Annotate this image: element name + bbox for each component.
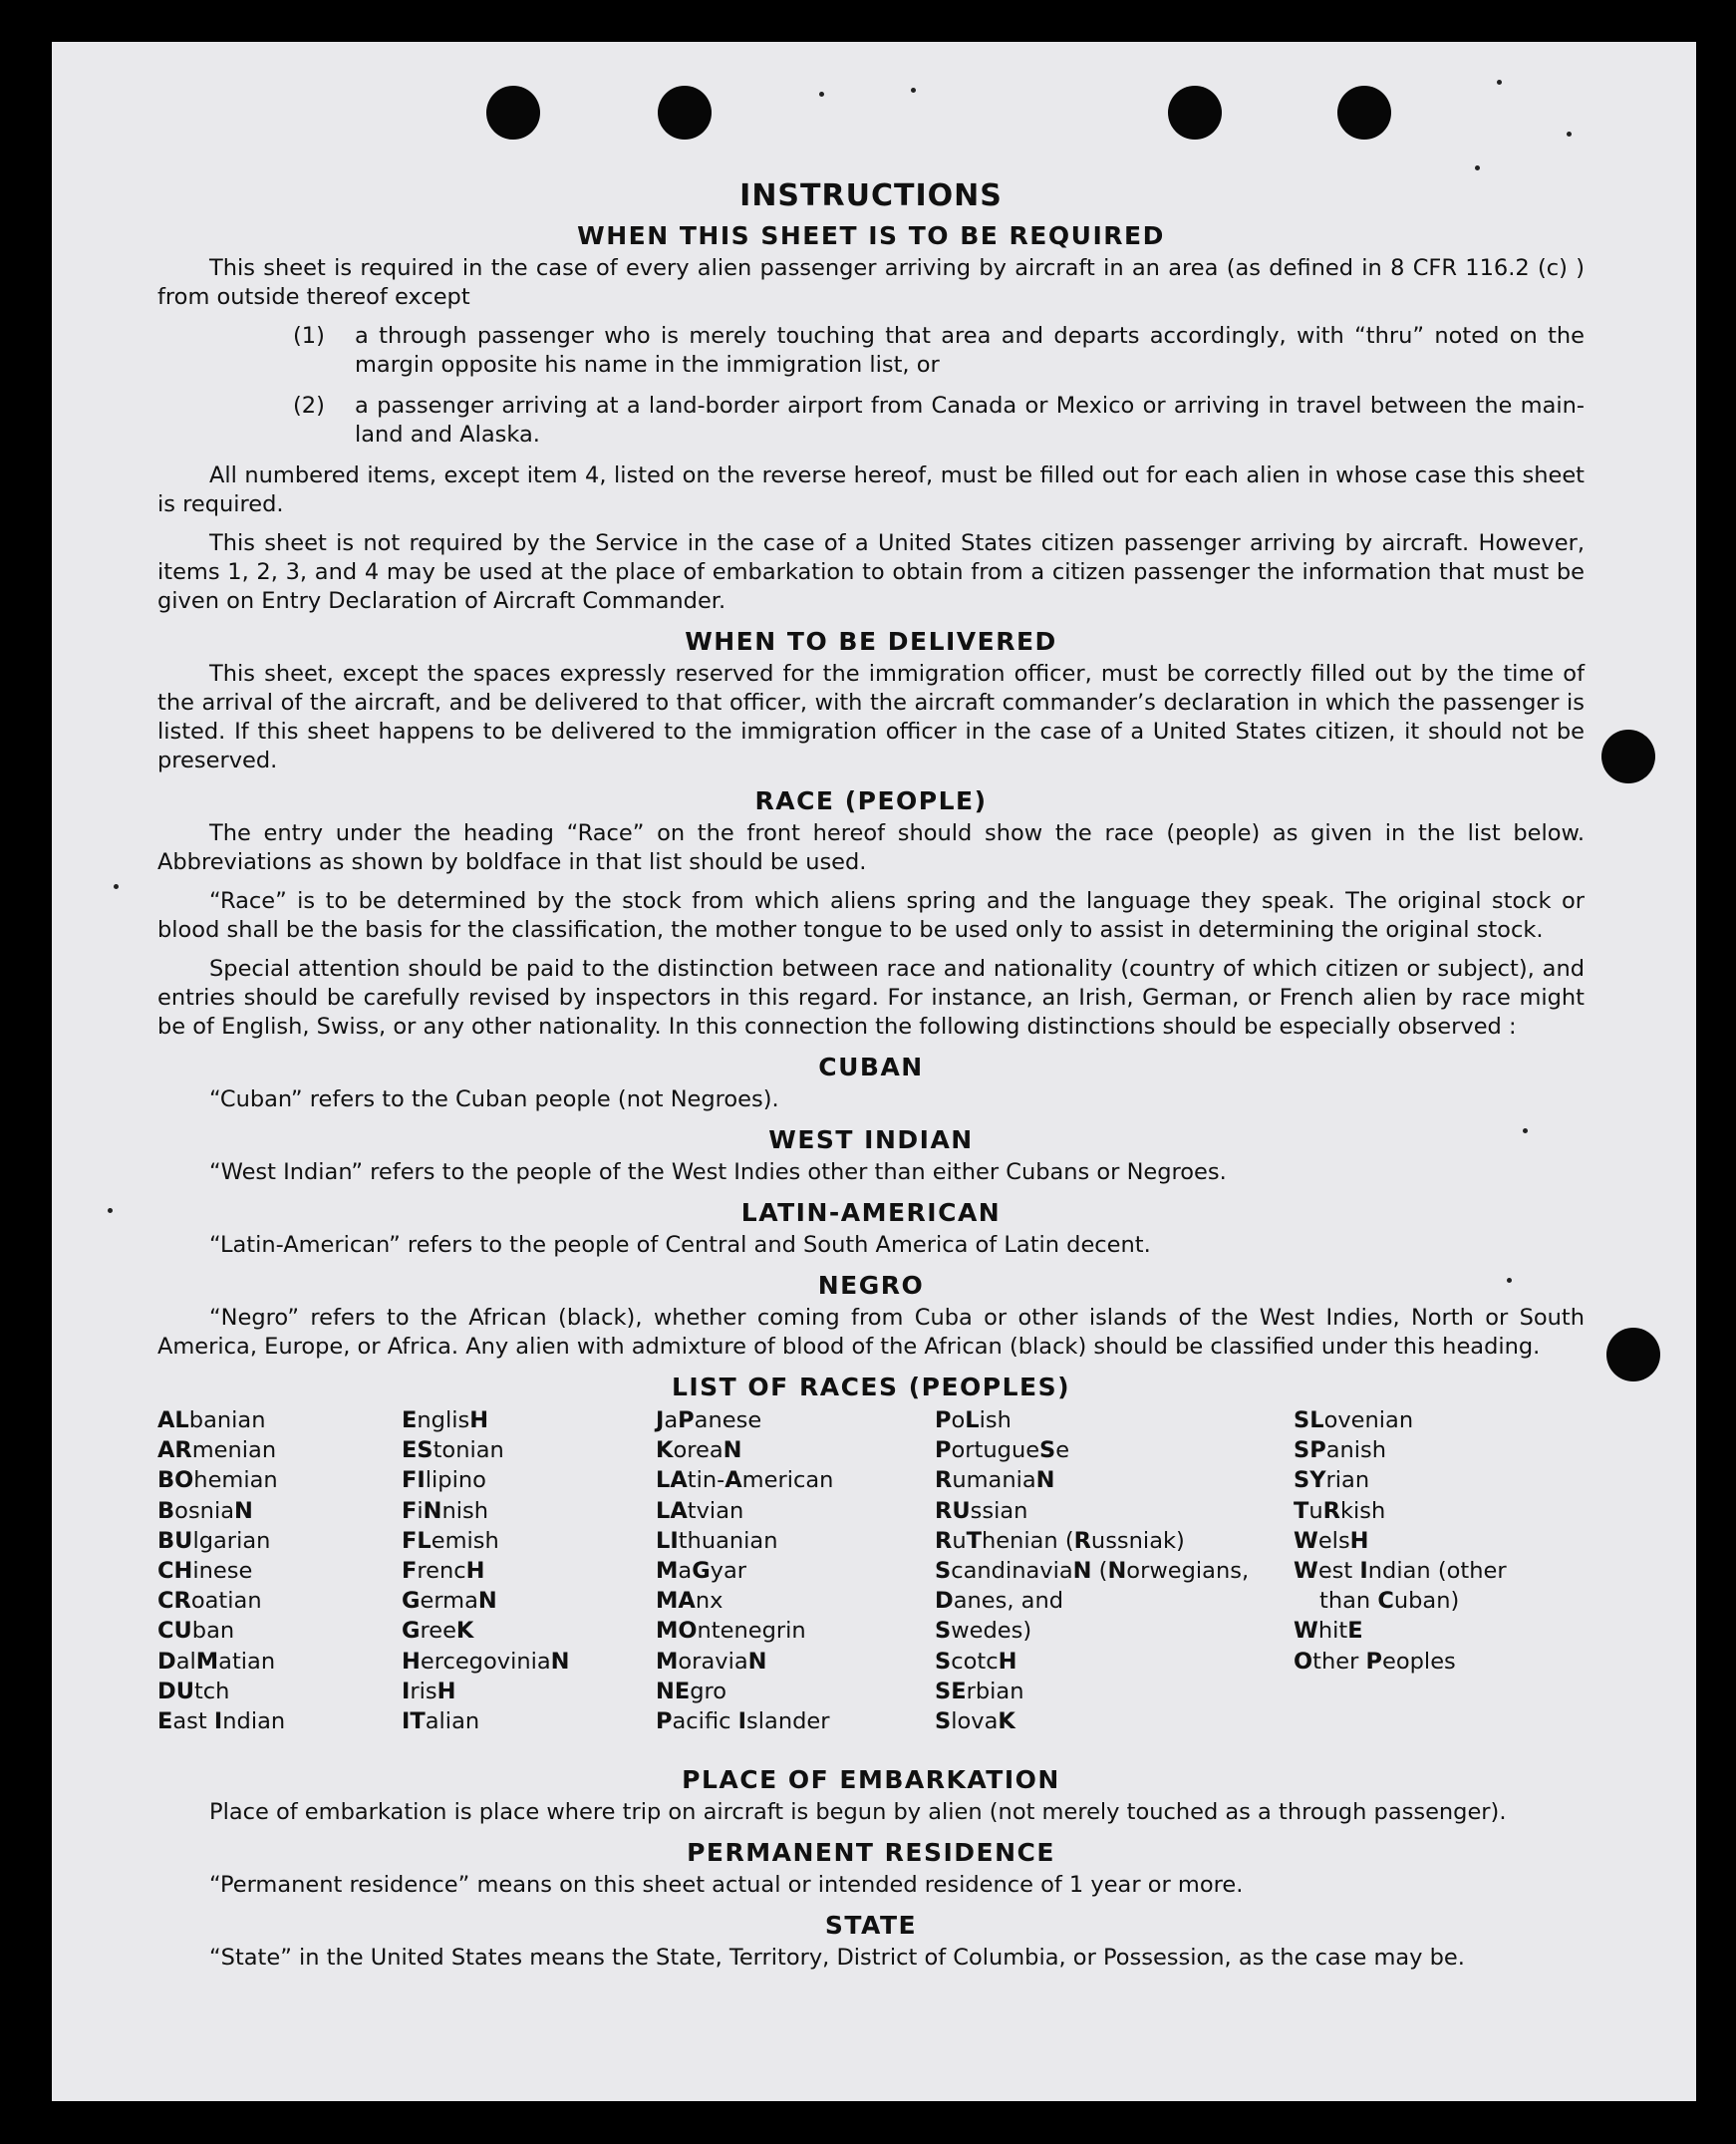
heading-list-of-races: LIST OF RACES (PEOPLES) bbox=[671, 1373, 1071, 1401]
race-entry: EnglisH bbox=[402, 1407, 489, 1433]
race-entry: ITalian bbox=[402, 1708, 480, 1735]
race-entry: MOntenegrin bbox=[656, 1618, 806, 1645]
race-entry: RUssian bbox=[935, 1497, 1028, 1524]
heading-state: STATE bbox=[824, 1911, 918, 1940]
heading-place-of-embarkation: PLACE OF EMBARKATION bbox=[682, 1765, 1060, 1794]
race-entry: DUtch bbox=[157, 1678, 230, 1704]
speck bbox=[114, 884, 119, 889]
race-entry: BOhemian bbox=[157, 1467, 278, 1494]
race-entry: CRoatian bbox=[157, 1588, 262, 1615]
race-entry: BUlgarian bbox=[157, 1527, 271, 1554]
race-entry: CUban bbox=[157, 1618, 235, 1645]
race-entry: SYrian bbox=[1294, 1467, 1370, 1494]
race-entry: MAnx bbox=[656, 1588, 723, 1615]
instructions-content bbox=[157, 178, 1585, 1983]
race-entry: KoreaN bbox=[656, 1437, 742, 1464]
punch-hole bbox=[1606, 1328, 1660, 1381]
race-entry: ScotcH bbox=[935, 1648, 1017, 1675]
punch-hole bbox=[1601, 730, 1655, 783]
speck bbox=[108, 1208, 113, 1213]
page-title: INSTRUCTIONS bbox=[739, 178, 1003, 213]
race-entry: NEgro bbox=[656, 1678, 727, 1704]
race-entry: LAtin-American bbox=[656, 1467, 834, 1494]
exception-item bbox=[293, 322, 1585, 380]
race-entry: HercegoviniaN bbox=[402, 1648, 570, 1675]
race-entry: EStonian bbox=[402, 1437, 504, 1464]
race-entry: SPanish bbox=[1294, 1437, 1387, 1464]
races-column bbox=[402, 1405, 570, 1736]
punch-hole bbox=[658, 86, 712, 140]
race-entry: PoLish bbox=[935, 1407, 1012, 1433]
race-entry: MoraviaN bbox=[656, 1648, 767, 1675]
races-list bbox=[157, 1405, 1585, 1756]
race-entry: ScandinaviaN (Norwegians, bbox=[935, 1558, 1250, 1585]
required-paragraph: This sheet is not required by the Service in the case of a United States citizen passenger arriving by aircraft. However, items 1, 2, 3, and 4 may be used at the place of embarkation to obtain from a citizen passenger the information that must be given on Entry Declaration of Aircraft Commander. bbox=[157, 530, 1585, 614]
state-paragraph: “State” in the United States means the State, Territory, District of Columbia, or Possession, as the case may be. bbox=[209, 1945, 1465, 1971]
heading-when-required: WHEN THIS SHEET IS TO BE REQUIRED bbox=[577, 221, 1165, 250]
required-paragraph: All numbered items, except item 4, listed on the reverse hereof, must be filled out for each alien in whose case this sheet is required. bbox=[157, 462, 1585, 517]
negro-paragraph: “Negro” refers to the African (black), whether coming from Cuba or other islands of the West Indies, North or South America, Europe, or Africa. Any alien with admixture of blood of the African (black) should be classified under this heading. bbox=[157, 1305, 1585, 1360]
race-entry: FIlipino bbox=[402, 1467, 486, 1494]
item-text: a passenger arriving at a land-border airport from Canada or Mexico or arriving in travel between the main-land and Alaska. bbox=[355, 393, 1585, 448]
race-entry: FLemish bbox=[402, 1527, 499, 1554]
race-entry: SErbian bbox=[935, 1678, 1024, 1704]
race-entry: BosniaN bbox=[157, 1497, 253, 1524]
heading-west-indian: WEST INDIAN bbox=[768, 1125, 974, 1154]
race-entry: MaGyar bbox=[656, 1558, 747, 1585]
race-entry: East Indian bbox=[157, 1708, 286, 1735]
delivered-paragraph: This sheet, except the spaces expressly reserved for the immigration officer, must be correctly filled out by the time of the arrival of the aircraft, and be delivered to that officer, with the aircraft commander’s declaration in which the passenger is listed. If this sheet happens to be delivered to the immigration officer in the case of a United States citizen, it should not be preserved. bbox=[157, 661, 1585, 773]
race-entry: FrencH bbox=[402, 1558, 485, 1585]
item-number: (1) bbox=[293, 323, 325, 349]
punch-hole bbox=[1337, 86, 1391, 140]
embarkation-paragraph: Place of embarkation is place where trip on aircraft is begun by alien (not merely touched as a through passenger). bbox=[209, 1799, 1507, 1825]
race-entry: PortugueSe bbox=[935, 1437, 1070, 1464]
item-text: a through passenger who is merely touching that area and departs accordingly, with “thru” noted on the margin opposite his name in the immigration list, or bbox=[355, 323, 1585, 378]
heading-permanent-residence: PERMANENT RESIDENCE bbox=[687, 1838, 1055, 1867]
document-page bbox=[52, 42, 1696, 2101]
speck bbox=[1497, 80, 1502, 85]
residence-paragraph: “Permanent residence” means on this sheet actual or intended residence of 1 year or more. bbox=[209, 1872, 1244, 1898]
exception-item bbox=[293, 392, 1585, 450]
item-number: (2) bbox=[293, 393, 325, 419]
punch-hole bbox=[486, 86, 540, 140]
race-paragraph: Special attention should be paid to the distinction between race and nationality (country of which citizen or subject), and entries should be carefully revised by inspectors in this regard. For instance, an Irish, German, or French alien by race might be of English, Swiss, or any other nationality. In this connection the following distinctions should be especially observed : bbox=[157, 956, 1585, 1040]
speck bbox=[1475, 165, 1480, 170]
race-entry: WhitE bbox=[1294, 1618, 1363, 1645]
race-entry: TuRkish bbox=[1294, 1497, 1386, 1524]
race-entry: West Indian (other bbox=[1294, 1558, 1507, 1585]
race-entry: Other Peoples bbox=[1294, 1648, 1456, 1675]
heading-cuban: CUBAN bbox=[818, 1053, 924, 1081]
race-entry: LIthuanian bbox=[656, 1527, 778, 1554]
latin-american-paragraph: “Latin-American” refers to the people of Central and South America of Latin decent. bbox=[209, 1232, 1151, 1258]
race-entry: ALbanian bbox=[157, 1407, 266, 1433]
west-indian-paragraph: “West Indian” refers to the people of the West Indies other than either Cubans or Negroes. bbox=[209, 1159, 1227, 1185]
race-entry: GermaN bbox=[402, 1588, 497, 1615]
race-entry: Danes, and bbox=[935, 1588, 1063, 1615]
races-column bbox=[157, 1405, 285, 1736]
race-entry: FiNnish bbox=[402, 1497, 489, 1524]
race-paragraph: The entry under the heading “Race” on the front hereof should show the race (people) as given in the list below. Abbreviations as shown by boldface in that list should be used. bbox=[157, 820, 1585, 875]
race-entry: ARmenian bbox=[157, 1437, 277, 1464]
race-entry: than Cuban) bbox=[1319, 1588, 1460, 1615]
race-entry: SLovenian bbox=[1294, 1407, 1414, 1433]
heading-negro: NEGRO bbox=[817, 1271, 925, 1300]
speck bbox=[911, 88, 916, 93]
race-entry: Swedes) bbox=[935, 1618, 1032, 1645]
required-intro: This sheet is required in the case of every alien passenger arriving by aircraft in an area (as defined in 8 CFR 116.2 (c) ) from outside thereof except bbox=[157, 255, 1585, 310]
races-column bbox=[656, 1405, 833, 1736]
punch-hole bbox=[1168, 86, 1222, 140]
race-entry: JaPanese bbox=[656, 1407, 762, 1433]
race-paragraph: “Race” is to be determined by the stock from which aliens spring and the language they speak. The original stock or blood shall be the basis for the classification, the mother tongue to be used only to assist in determining the original stock. bbox=[157, 888, 1585, 943]
race-entry: SlovaK bbox=[935, 1708, 1015, 1735]
race-entry: WelsH bbox=[1294, 1527, 1369, 1554]
race-entry: CHinese bbox=[157, 1558, 253, 1585]
heading-when-delivered: WHEN TO BE DELIVERED bbox=[685, 627, 1057, 656]
heading-latin-american: LATIN-AMERICAN bbox=[740, 1198, 1002, 1227]
race-entry: LAtvian bbox=[656, 1497, 744, 1524]
races-column bbox=[935, 1405, 1249, 1736]
race-entry: RumaniaN bbox=[935, 1467, 1055, 1494]
race-entry: Pacifc Islander bbox=[656, 1708, 830, 1735]
speck bbox=[1567, 132, 1572, 137]
race-entry: RuThenian (Russniak) bbox=[935, 1527, 1185, 1554]
race-entry: IrisH bbox=[402, 1678, 456, 1704]
races-column bbox=[1294, 1405, 1507, 1677]
race-entry: GreeK bbox=[402, 1618, 474, 1645]
race-entry: DalMatian bbox=[157, 1648, 276, 1675]
speck bbox=[819, 92, 824, 97]
heading-race: RACE (PEOPLE) bbox=[754, 786, 988, 815]
cuban-paragraph: “Cuban” refers to the Cuban people (not Negroes). bbox=[209, 1086, 779, 1112]
